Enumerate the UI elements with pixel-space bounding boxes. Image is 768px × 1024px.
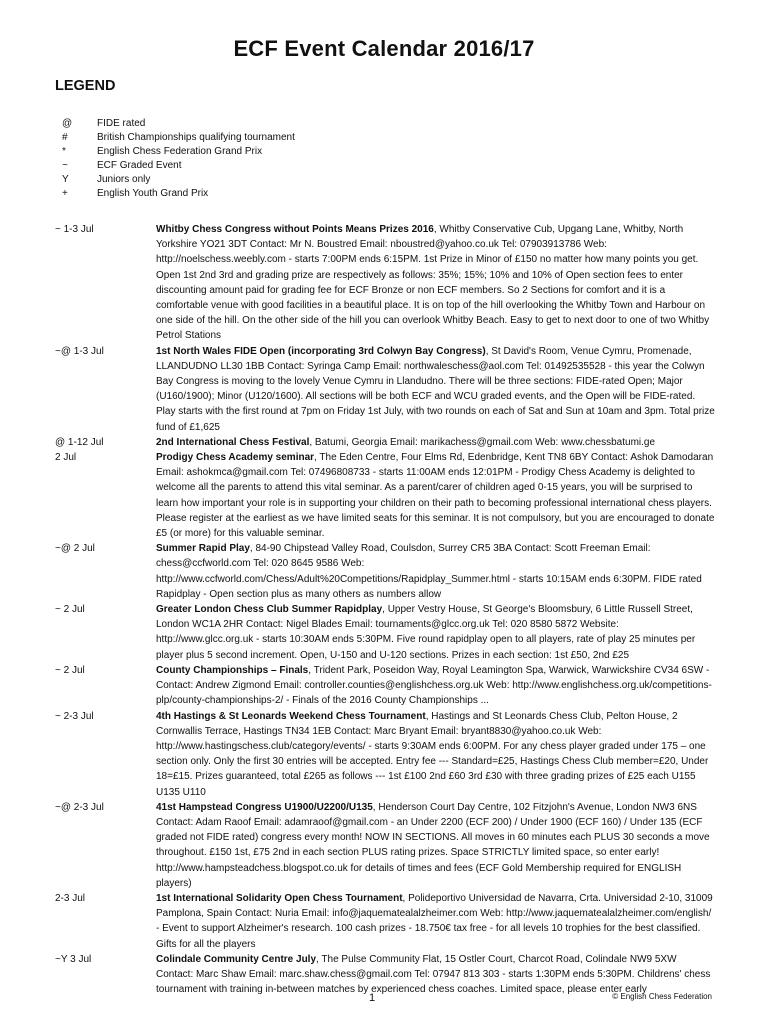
event-entry — [55, 222, 715, 344]
event-body — [156, 450, 715, 541]
event-body — [156, 222, 715, 344]
event-details: , Upper Vestry House, St George's Bloomsbury, 6 Little Russell Street, London WC1A 2HR Contact: Nigel Blades Email: tournaments@glcc.org.uk Tel: 020 8580 5872 Website: http://www.glcc.org.uk - starts 10:30AM ends 5:30PM. Five round rapidplay open to all players, rate of play 25 minutes per player plus 5 second increment. Open, U-150 and U-120 sections. Prizes in each section: 1st £50, 2nd £25 — [156, 604, 696, 661]
legend-item — [62, 131, 295, 145]
event-entry — [55, 541, 715, 602]
event-date: @ 1-12 Jul — [55, 436, 104, 448]
event-details: , Batumi, Georgia Email: marikachess@gmail.com Web: www.chessbatumi.ge — [309, 436, 656, 448]
event-name: Greater London Chess Club Summer Rapidplay — [156, 604, 383, 616]
legend-symbol: Y — [62, 174, 69, 185]
legend-item — [62, 117, 295, 131]
event-entry — [55, 602, 715, 663]
legend-label: FIDE rated — [97, 118, 146, 129]
event-body — [156, 709, 715, 800]
event-name: Summer Rapid Play — [156, 543, 250, 555]
event-body — [156, 541, 715, 602]
event-date: ~Y 3 Jul — [55, 953, 92, 965]
event-details: , Trident Park, Poseidon Way, Royal Leamington Spa, Warwick, Warwickshire CV34 6SW - Contact: Andrew Zigmond Email: controller.counties@englishchess.org.uk Web: http://www.englishchess.org.uk/competitions-plp/county-championships-2/ - Finals of the 2016 County Championships ... — [156, 664, 712, 707]
event-entry — [55, 709, 715, 800]
event-date: ~@ 1-3 Jul — [55, 345, 104, 357]
event-body — [156, 952, 715, 998]
legend-symbol: # — [62, 132, 68, 143]
event-details: , Polideportivo Universidad de Navarra, Crta. Universidad 2-10, 31009 Pamplona, Spain Contact: Nuria Email: info@jaquematealalzheimer.com Web: http://www.jaquematealalzheimer.com/english/ - Event to support Alzheimer's research. 100 cash prizes - 18.750€ tax free - for all levels 10 trophies for the best classified. Gifts for all the players — [156, 892, 713, 950]
legend-symbol: @ — [62, 118, 73, 129]
legend-label: ECF Graded Event — [97, 160, 182, 171]
event-date: ~ 2 Jul — [55, 664, 85, 676]
legend-label: English Chess Federation Grand Prix — [97, 146, 263, 157]
event-entry — [55, 450, 715, 541]
event-name: Prodigy Chess Academy seminar — [156, 452, 315, 464]
event-details: , Hastings and St Leonards Chess Club, Pelton House, 2 Cornwallis Terrace, Hastings TN34 1EB Contact: Marc Bryant Email: bryant8830@yahoo.co.uk Web: http://www.hastingschess.club/category/events/ - starts 9:30AM ends 6:00PM. For any chess player graded under 175 – one section only. Only the first 30 entries will be accepted. Entry fee --- Standard=£25, Hastings Chess Club member=£20, Under 18=£15. Prizes guaranteed, total £265 as follows --- 1st £100 2nd £60 3rd £30 with three grading prizes of £25 each U155 U135 U110 — [156, 710, 709, 798]
legend-symbol: + — [62, 188, 68, 199]
event-body — [156, 435, 715, 450]
event-details: , 84-90 Chipstead Valley Road, Coulsdon, Surrey CR5 3BA Contact: Scott Freeman Email: chess@ccfworld.com Tel: 020 8645 9586 Web: http://www.ccfworld.com/Chess/Adult%20Competitions/Rapidplay_Summer.html - starts 10:15AM ends 6:30PM. FIDE rated Rapidplay - Open section plus as many others as numbers allow — [156, 543, 702, 600]
legend-label: British Championships qualifying tournament — [97, 132, 295, 143]
event-date: 2 Jul — [55, 452, 77, 464]
event-name: 1st North Wales FIDE Open (incorporating 3rd Colwyn Bay Congress) — [156, 345, 486, 357]
event-name: Colindale Community Centre July — [156, 953, 317, 965]
event-entry — [55, 344, 715, 435]
legend-item — [62, 173, 295, 187]
event-body — [156, 663, 715, 709]
event-date: ~@ 2 Jul — [55, 543, 95, 555]
event-details: , Henderson Court Day Centre, 102 Fitzjohn's Avenue, London NW3 6NS Contact: Adam Raoof Email: adamraoof@gmail.com - an Under 2200 (ECF 200) / Under 1900 (ECF 160) / Under 135 (ECF graded not FIDE rated) congress every month! NOW IN SECTIONS. All moves in 60 minutes each PLUS 30 seconds a move throughout. £150 1st, £75 2nd in each section PLUS rating prizes. Space STRICTLY limited space, so enter early! http://www.hampsteadchess.blogspot.co.uk for details of times and fees (ECF Gold Membership required for ENGLISH players) — [156, 801, 710, 889]
legend-symbol: * — [62, 146, 66, 157]
legend-list — [62, 117, 295, 201]
event-name: 2nd International Chess Festival — [156, 436, 310, 448]
event-name: County Championships – Finals — [156, 664, 309, 676]
legend-label: Juniors only — [97, 174, 151, 185]
event-name: 41st Hampstead Congress U1900/U2200/U135 — [156, 801, 373, 813]
legend-symbol: ~ — [62, 160, 68, 171]
event-date: 2-3 Jul — [55, 892, 86, 904]
event-details: , Whitby Conservative Cub, Upgang Lane, Whitby, North Yorkshire YO21 3DT Contact: Mr N. Boustred Email: nboustred@yahoo.co.uk Tel: 07903913786 Web: http://noelschess.weebly.com - starts 7:00PM ends 6:15PM. 1st Prize in Minor of £150 no matter how many points you get. Open 1st 2nd 3rd and grading prize are respectively as follows: 35%; 15%; 10% and 10% of Open section fees to enter discounting amount paid for grading fee for ECF Bronze or non ECF members. So 2 Sections for comfort and it is a comfortable venue with good facilities in a beautiful place. It is on top of the hill overlooking the Whitby Town and Harbour on one side of the hill. On the other side of the hill you can overlook Whitby Beach. Easy to get to next door to one of two Whitby Petrol Stations — [156, 224, 710, 342]
event-name: 1st International Solidarity Open Chess Tournament — [156, 892, 403, 904]
event-date: ~@ 2-3 Jul — [55, 801, 104, 813]
event-body — [156, 344, 715, 435]
page-number: 1 — [368, 992, 376, 1004]
event-entry — [55, 435, 715, 450]
event-details: , The Pulse Community Flat, 15 Ostler Court, Charcot Road, Colindale NW9 5XW Contact: Marc Shaw Email: marc.shaw.chess@gmail.com Tel: 07947 813 303 - starts 1:30PM ends 5:30PM. Childrens' chess tournament with training in-between matches by experienced chess coaches. Limited space, please enter early — [156, 953, 711, 996]
event-entry — [55, 800, 715, 891]
event-body — [156, 602, 715, 663]
event-date: ~ 1-3 Jul — [55, 224, 94, 235]
legend-heading: LEGEND — [55, 78, 116, 94]
legend-item — [62, 187, 295, 201]
page-title: ECF Event Calendar 2016/17 — [233, 36, 535, 61]
event-name: Whitby Chess Congress without Points Means Prizes 2016 — [156, 224, 434, 235]
legend-label: English Youth Grand Prix — [97, 188, 209, 199]
event-details: , St David's Room, Venue Cymru, Promenade, LLANDUDNO LL30 1BB Contact: Syringa Camp Email: northwaleschess@aol.com Tel: 01492535528 - this year the Colwyn Bay Congress is moving to the lovely Venue Cymru in Llandudno. There will be three sections: FIDE-rated Open; Major (U160/1900); Minor (U120/1600). All sections will be both ECF and WCU graded events, and the Open will be FIDE-rated. Play starts with the first round at 7pm on Friday 1st July, with two rounds on each of Sat and Sun at 10am and 3pm. Total prize fund of £1,625 — [156, 345, 715, 433]
event-entry — [55, 663, 715, 709]
event-body — [156, 800, 715, 891]
legend-item — [62, 145, 295, 159]
event-list — [55, 222, 715, 997]
event-body — [156, 891, 715, 952]
copyright-notice: © English Chess Federation — [612, 992, 712, 1001]
event-date: ~ 2-3 Jul — [55, 710, 94, 722]
event-name: 4th Hastings & St Leonards Weekend Chess Tournament — [156, 710, 426, 722]
event-entry — [55, 952, 715, 998]
event-entry — [55, 891, 715, 952]
legend-item — [62, 159, 295, 173]
event-date: ~ 2 Jul — [55, 604, 85, 616]
event-details: , The Eden Centre, Four Elms Rd, Edenbridge, Kent TN8 6BY Contact: Ashok Damodaran Email: ashokmca@gmail.com Tel: 07496808733 - starts 11:00AM ends 12:01PM - Prodigy Chess Academy is delighted to welcome all the parents to attend this vital seminar. As a parent/carer of children aged 0-15 years, you will be surprised to learn how important your role is in supporting your children on their path to becoming professional international chess players. Please register at the earliest as we have limited seats for this seminar. It is not compulsory, but you are encouraged to donate £5 (or more) for this valuable seminar. — [156, 452, 715, 540]
